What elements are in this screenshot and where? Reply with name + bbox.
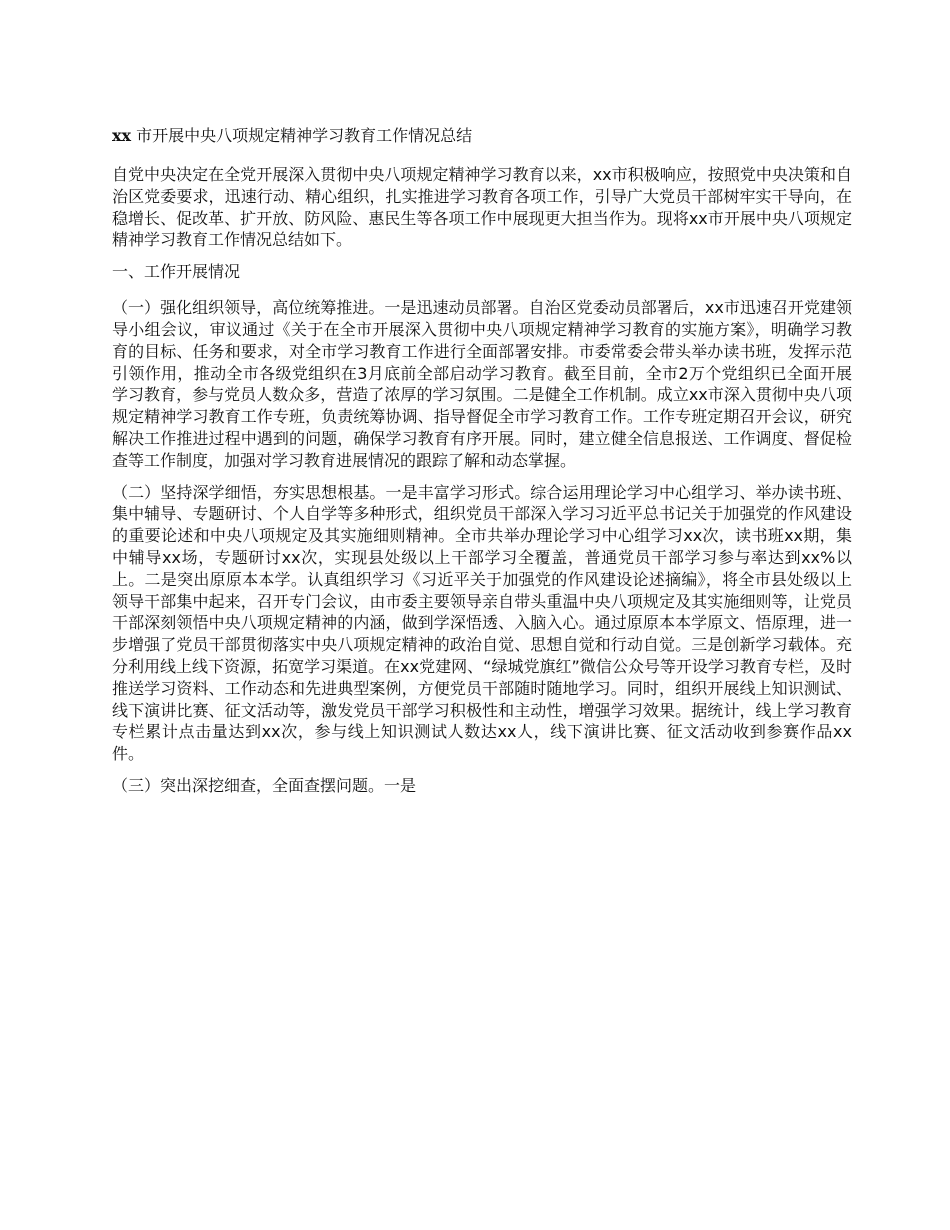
paragraph-study: （二）坚持深学细悟，夯实思想根基。一是丰富学习形式。综合运用理论学习中心组学习、举办读书班、集中辅导、专题研讨、个人自学等多种形式，组织党员干部深入学习习近平总书记关于加强党的作风建设的重要论述和中央八项规定及其实施细则精神。全市共举办理论学习中心组学习xx次，读书班xx期，集中辅导xx场，专题研讨xx次，实现县处级以上干部学习全覆盖，普通党员干部学习参与率达到xx%以上。二是突出原原本本学。认真组织学习《习近平关于加强党的作风建设论述摘编》，将全市县处级以上领导干部集中起来，召开专门会议，由市委主要领导亲自带头重温中央八项规定及其实施细则等，让党员干部深刻领悟中央八项规定精神的内涵，做到学深悟透、入脑入心。通过原原本本学原文、悟原理，进一步增强了党员干部贯彻落实中央八项规定精神的政治自觉、思想自觉和行动自觉。三是创新学习载体。充分利用线上线下资源，拓宽学习渠道。在xx党建网、“绿城党旗红”微信公众号等开设学习教育专栏，及时推送学习资料、工作动态和先进典型案例，方便党员干部随时随地学习。同时，组织开展线上知识测试、线下演讲比赛、征文活动等，激发党员干部学习积极性和主动性，增强学习效果。据统计，线上学习教育专栏累计点击量达到xx次，参与线上知识测试人数达xx人，线下演讲比赛、征文活动收到参赛作品xx件。 <box>112 482 852 764</box>
intro-paragraph: 自党中央决定在全党开展深入贯彻中央八项规定精神学习教育以来，xx市积极响应，按照党中央决策和自治区党委要求，迅速行动、精心组织，扎实推进学习教育各项工作，引导广大党员干部树牢实干导向，在稳增长、促改革、扩开放、防风险、惠民生等各项工作中展现更大担当作为。现将xx市开展中央八项规定精神学习教育工作情况总结如下。 <box>112 165 852 250</box>
title-text: 市开展中央八项规定精神学习教育工作情况总结 <box>136 126 473 145</box>
title-prefix: xx <box>112 126 132 145</box>
paragraph-organization: （一）强化组织领导，高位统筹推进。一是迅速动员部署。自治区党委动员部署后，xx市迅速召开党建领导小组会议，审议通过《关于在全市开展深入贯彻中央八项规定精神学习教育的实施方案》，明确学习教育的目标、任务和要求，对全市学习教育工作进行全面部署安排。市委常委会带头举办读书班，发挥示范引领作用，推动全市各级党组织在3月底前全部启动学习教育。截至目前，全市2万个党组织已全面开展学习教育，参与党员人数众多，营造了浓厚的学习氛围。二是健全工作机制。成立xx市深入贯彻中央八项规定精神学习教育工作专班，负责统筹协调、指导督促全市学习教育工作。工作专班定期召开会议，研究解决工作推进过程中遇到的问题，确保学习教育有序开展。同时，建立健全信息报送、工作调度、督促检查等工作制度，加强对学习教育进展情况的跟踪了解和动态掌握。 <box>112 298 852 470</box>
document-title <box>112 124 852 148</box>
paragraph-problems: （三）突出深挖细查，全面查摆问题。一是 <box>112 775 417 795</box>
section-heading: 一、工作开展情况 <box>112 262 241 282</box>
document-page <box>112 124 852 807</box>
